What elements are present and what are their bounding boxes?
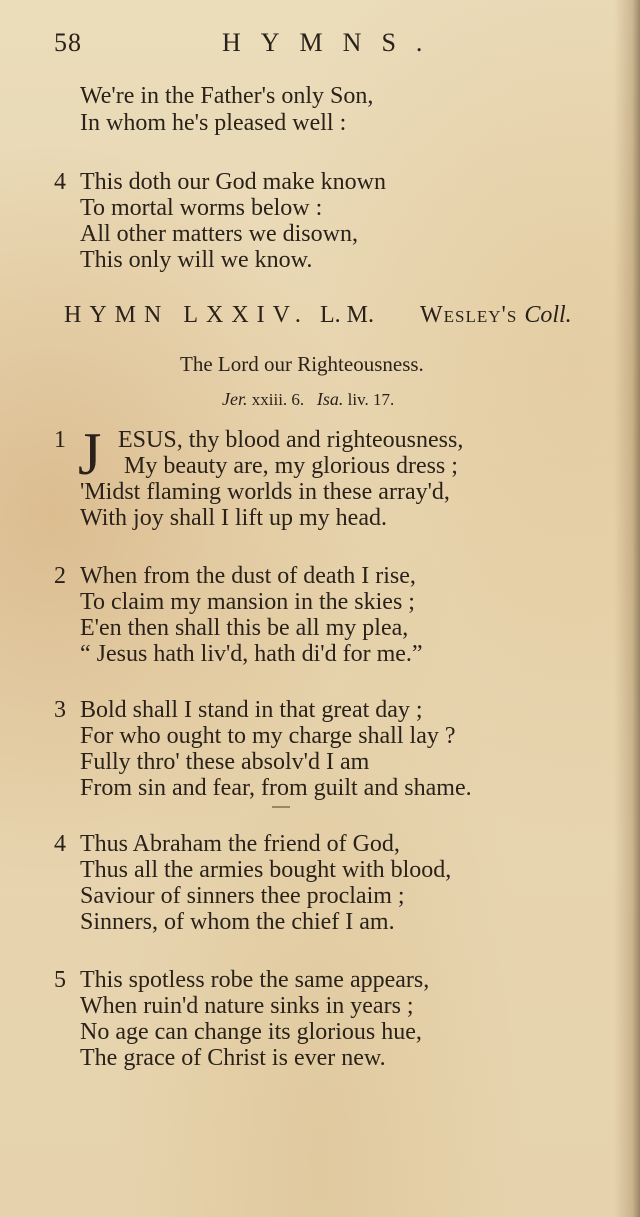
prev-hymn-line-2: In whom he's pleased well : [80,110,347,136]
scripture-ref2-book: Isa. [316,389,344,409]
hymn-meter: L. M. [320,302,374,328]
page-number: 58 [54,28,82,57]
verse-5-number: 5 [54,967,66,993]
verse-3-line-1: Bold shall I stand in that great day ; [80,697,423,723]
verse-5-line-4: The grace of Christ is ever new. [80,1045,386,1071]
prev-verse-line-2: To mortal worms below : [80,195,323,221]
drop-cap: J [78,421,102,487]
verse-5-line-1: This spotless robe the same appears, [80,967,430,993]
hymn-source-name: Wesley's [420,302,518,328]
verse-3-line-4: From sin and fear, from guilt and shame. [80,775,472,801]
verse-2-number: 2 [54,563,66,589]
verse-2-line-4: “ Jesus hath liv'd, hath di'd for me.” [80,641,423,667]
hymn-title-line [64,303,594,327]
hymn-source-abbrev: Coll. [524,302,572,328]
verse-5-line-3: No age can change its glorious hue, [80,1019,422,1045]
hymn-subtitle: The Lord our Righteousness. [180,352,424,376]
verse-4-line-1: Thus Abraham the friend of God, [80,831,400,857]
verse-4-number: 4 [54,831,66,857]
verse-3-number: 3 [54,697,66,723]
prev-hymn-line-1: We're in the Father's only Son, [80,83,374,109]
prev-verse-line-3: All other matters we disown, [80,221,358,247]
prev-verse-line-1: This doth our God make known [80,169,386,195]
scripture-ref2-cite: liv. 17. [347,390,395,409]
verse-2-line-2: To claim my mansion in the skies ; [80,589,415,615]
verse-2-line-1: When from the dust of death I rise, [80,563,416,589]
verse-4-line-2: Thus all the armies bought with blood, [80,857,452,883]
scripture-ref1-book: Jer. [222,389,248,409]
verse-1-line-2: My beauty are, my glorious dress ; [124,453,458,479]
verse-4-line-3: Saviour of sinners thee proclaim ; [80,883,405,909]
ink-mark [272,806,290,808]
verse-1-line-1: ESUS, thy blood and righteousness, [118,427,464,453]
page-header [54,28,574,68]
running-head: HYMNS. [222,28,443,57]
hymn-source [420,303,572,327]
verse-2-line-3: E'en then shall this be all my plea, [80,615,409,641]
verse-4-line-4: Sinners, of whom the chief I am. [80,909,395,935]
verse-1-line-4: With joy shall I lift up my head. [80,505,387,531]
scripture-ref1-cite: xxiii. 6. [251,390,305,409]
prev-verse-number: 4 [54,169,66,195]
verse-1-line-3: 'Midst flaming worlds in these array'd, [80,479,450,505]
verse-3-line-3: Fully thro' these absolv'd I am [80,749,370,775]
hymn-title: HYMN LXXIV. [64,302,309,328]
scripture-references [222,389,394,410]
prev-verse-line-4: This only will we know. [80,247,313,273]
verse-1-number: 1 [54,427,66,453]
verse-3-line-2: For who ought to my charge shall lay ? [80,723,456,749]
page-edge-shadow [614,0,640,1217]
verse-5-line-2: When ruin'd nature sinks in years ; [80,993,414,1019]
